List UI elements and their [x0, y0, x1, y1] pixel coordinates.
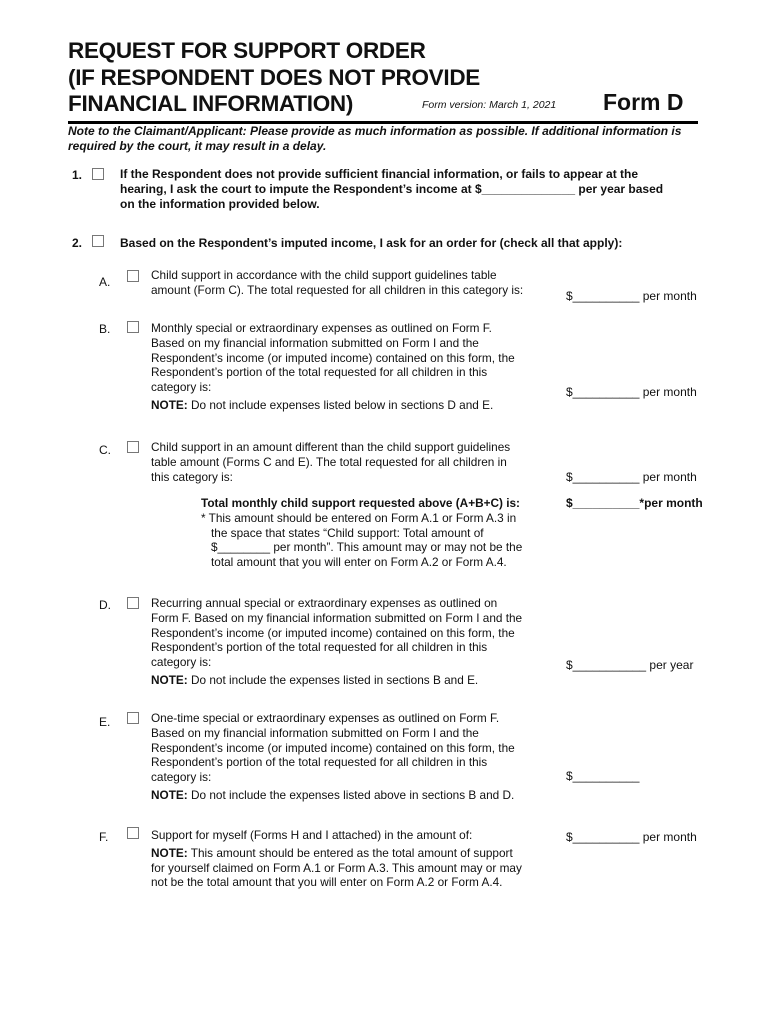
item-d-amount-field[interactable]: $___________ per year: [566, 658, 694, 672]
note-text: Do not include expenses listed below in sections D and E.: [187, 397, 494, 412]
item-c-line: Child support in an amount different than the child support guidelines: [151, 440, 511, 454]
note-label: NOTE:: [151, 787, 188, 802]
item-d-text: [151, 596, 522, 688]
title-line-1: REQUEST FOR SUPPORT ORDER: [68, 38, 426, 63]
item-b-text: [151, 321, 515, 413]
item-c-letter: C.: [99, 443, 111, 457]
item-1-line: If the Respondent does not provide sufficient financial information, or fails to appear at the: [120, 167, 639, 181]
item-1-text: [120, 167, 663, 212]
item-f-note-line: for yourself claimed on Form A.1 or Form A.3. This amount may or may: [151, 860, 522, 875]
item-e-note: [151, 788, 515, 803]
item-b-line: Monthly special or extraordinary expenses as outlined on Form F.: [151, 321, 492, 335]
item-d-letter: D.: [99, 598, 111, 612]
note-text: This amount should be entered as the total amount of support: [187, 845, 513, 860]
item-a-amount-field[interactable]: $__________ per month: [566, 289, 697, 303]
item-1-number: 1.: [72, 168, 83, 182]
item-a-letter: A.: [99, 275, 111, 289]
item-e-amount-field[interactable]: $__________: [566, 769, 640, 783]
form-id: Form D: [603, 89, 684, 115]
item-d-line: Respondent’s portion of the total requested for all children in this: [151, 640, 488, 655]
item-b-amount-field[interactable]: $__________ per month: [566, 385, 697, 399]
total-line: * This amount should be entered on Form A.1 or Form A.3 in: [201, 510, 517, 525]
item-c-checkbox[interactable]: [127, 441, 139, 453]
title-line-3: FINANCIAL INFORMATION): [68, 91, 354, 116]
item-d-line: Recurring annual special or extraordinary expenses as outlined on: [151, 596, 498, 610]
total-amount-field[interactable]: $__________*per month: [566, 496, 703, 510]
item-d-line: Form F. Based on my financial information submitted on Form I and the: [151, 610, 523, 625]
item-f-line: Support for myself (Forms H and I attached) in the amount of:: [151, 828, 473, 842]
item-a-line: Child support in accordance with the child support guidelines table: [151, 268, 497, 282]
item-e-checkbox[interactable]: [127, 712, 139, 724]
item-f-amount-field[interactable]: $__________ per month: [566, 830, 697, 844]
note-label: NOTE:: [151, 672, 188, 687]
item-e-line: One-time special or extraordinary expenses as outlined on Form F.: [151, 711, 500, 725]
item-1-checkbox[interactable]: [92, 168, 104, 180]
item-f-checkbox[interactable]: [127, 827, 139, 839]
item-c-amount-field[interactable]: $__________ per month: [566, 470, 697, 484]
item-d-line: category is:: [151, 655, 212, 670]
item-b-line: category is:: [151, 380, 212, 395]
item-b-note: [151, 398, 515, 413]
note-label: NOTE:: [151, 397, 188, 412]
item-d-note: [151, 673, 522, 688]
item-a-text: [151, 268, 523, 298]
item-d-checkbox[interactable]: [127, 597, 139, 609]
form-title: [68, 38, 480, 118]
item-f-note-line: not be the total amount that you will enter on Form A.2 or Form A.4.: [151, 875, 503, 890]
item-e-line: category is:: [151, 770, 212, 785]
item-2-text: Based on the Respondent’s imputed income, I ask for an order for (check all that apply):: [120, 236, 623, 250]
note-label: NOTE:: [151, 845, 188, 860]
form-version: Form version: March 1, 2021: [422, 99, 557, 111]
item-1-line: hearing, I ask the court to impute the Respondent’s income at $______________ per year based: [120, 182, 664, 196]
title-line-2: (IF RESPONDENT DOES NOT PROVIDE: [68, 64, 480, 90]
note-text: Do not include the expenses listed in sections B and E.: [187, 672, 479, 687]
item-f-note: [151, 846, 522, 861]
item-b-line: Based on my financial information submitted on Form I and the: [151, 335, 479, 350]
item-1-line: on the information provided below.: [120, 197, 320, 211]
item-f-letter: F.: [99, 830, 109, 844]
item-c-line: this category is:: [151, 469, 233, 484]
item-e-line: Respondent’s income (or imputed income) contained on this form, the: [151, 740, 515, 755]
item-b-letter: B.: [99, 322, 111, 336]
item-f-text: [151, 828, 522, 890]
item-c-text: [151, 440, 510, 484]
note-text: Note to the Claimant/Applicant: Please provide as much information as possible. If additional information is required by the court, it may result in a delay.: [68, 124, 682, 153]
item-c-line: table amount (Forms C and E). The total requested for all children in: [151, 454, 507, 469]
total-section: [201, 496, 556, 570]
item-a-line: amount (Form C). The total requested for all children in this category is:: [151, 282, 524, 297]
item-e-line: Respondent’s portion of the total requested for all children in this: [151, 755, 488, 770]
item-e-line: Based on my financial information submitted on Form I and the: [151, 725, 479, 740]
item-e-text: [151, 711, 515, 803]
total-label: Total monthly child support requested above (A+B+C) is:: [201, 496, 520, 510]
note-text: Do not include the expenses listed above in sections B and D.: [187, 787, 515, 802]
item-b-line: Respondent’s portion of the total requested for all children in this: [151, 365, 488, 380]
total-line: total amount that you will enter on Form A.2 or Form A.4.: [211, 555, 507, 570]
item-2-checkbox[interactable]: [92, 235, 104, 247]
item-d-line: Respondent’s income (or imputed income) contained on this form, the: [151, 625, 515, 640]
item-2-number: 2.: [72, 236, 83, 250]
total-line: the space that states “Child support: Total amount of: [211, 525, 484, 540]
item-b-line: Respondent’s income (or imputed income) contained on this form, the: [151, 350, 515, 365]
item-a-checkbox[interactable]: [127, 270, 139, 282]
item-e-letter: E.: [99, 715, 111, 729]
total-line: $________ per month”. This amount may or may not be the: [211, 540, 523, 555]
item-b-checkbox[interactable]: [127, 321, 139, 333]
